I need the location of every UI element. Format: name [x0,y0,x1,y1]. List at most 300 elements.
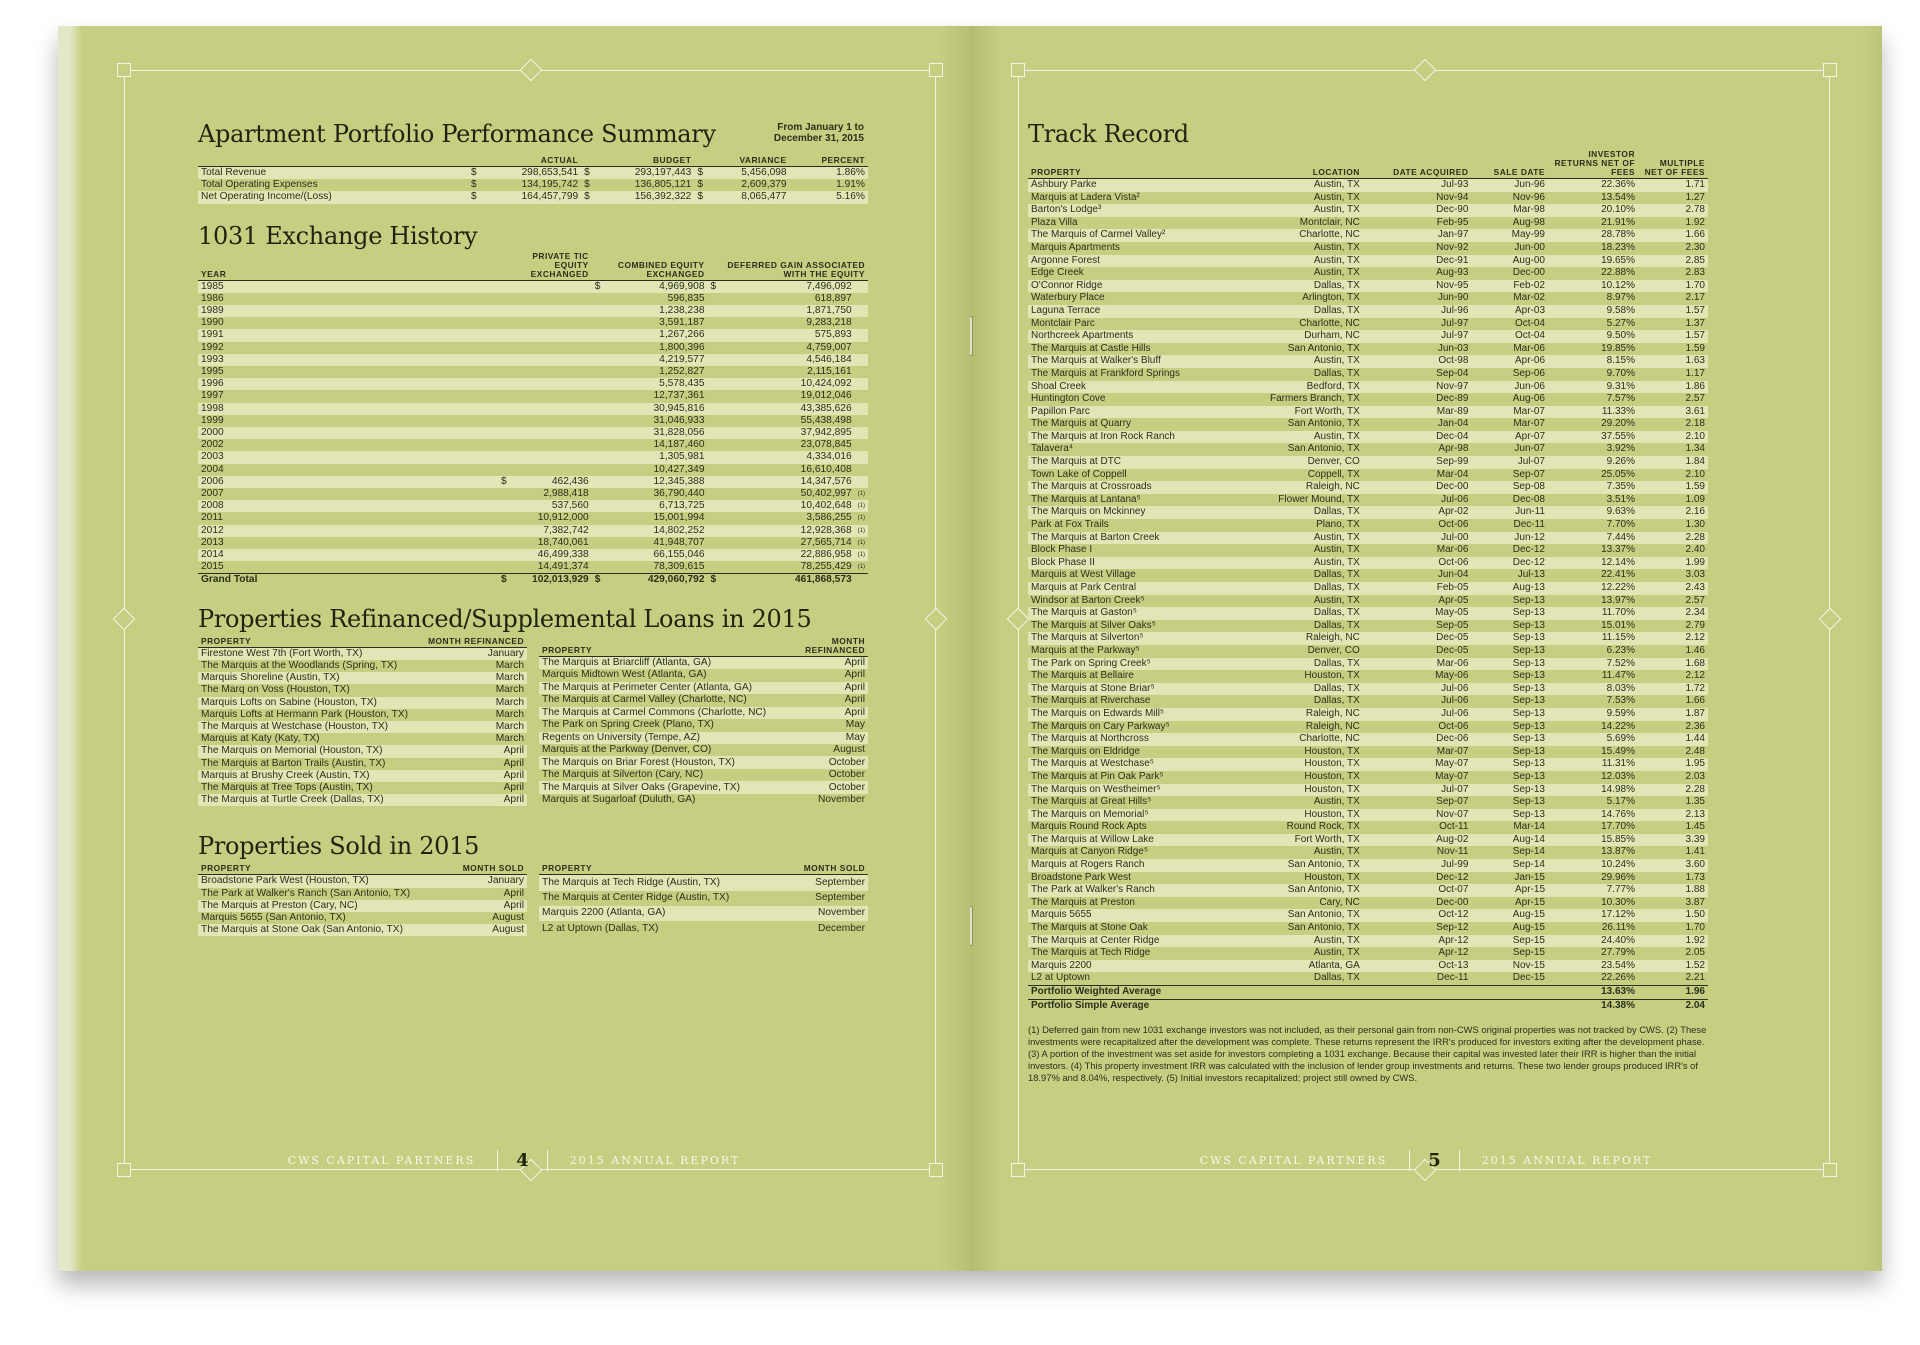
table-cell: Sep-15 [1471,935,1548,948]
sold-table-2 [539,864,868,936]
table-row [1028,582,1708,595]
table-cell: 10.30% [1601,896,1635,908]
table-row [1028,229,1708,242]
table-cell: 3.61 [1638,406,1708,419]
table-cell: March [495,708,524,720]
table-cell: Mar-06 [1436,544,1469,556]
table-cell: Sep-13 [1512,695,1545,707]
table-cell: 2011 [201,512,223,524]
table-cell [498,293,512,305]
table-cell: L2 at Uptown (Dallas, TX) [542,922,659,934]
table-cell: Charlotte, NC [1235,733,1363,746]
table-cell [498,525,512,537]
table-row [198,415,868,427]
table-cell [708,476,722,488]
table-cell: Jun-12 [1471,532,1548,545]
table-row [198,500,868,512]
table-cell: Sep-13 [1471,758,1548,771]
table-cell [855,354,868,366]
table-cell [512,317,592,329]
table-cell: 9.70% [1606,367,1635,379]
table-cell: 7.35% [1548,481,1638,494]
table-cell: Jan-97 [1363,229,1472,242]
table-cell [498,305,512,317]
table-cell: Regents on University (Tempe, AZ) [539,732,769,744]
table-cell: 3.51% [1606,493,1635,505]
table-cell: Round Rock, TX [1286,821,1360,833]
table-cell [708,390,722,402]
table-cell: Jul-07 [1471,456,1548,469]
col-header: MULTIPLE NET OF FEES [1638,150,1708,179]
table-cell: 23.54% [1548,960,1638,973]
table-cell: Dallas, TX [1235,280,1363,293]
table-cell: Marquis at Rogers Ranch [1028,859,1235,872]
table-cell [512,451,592,463]
table-cell: Charlotte, NC [1235,229,1363,242]
table-cell: 1.92 [1685,216,1705,228]
table-cell: Arlington, TX [1302,292,1360,304]
table-cell: 7.44% [1548,532,1638,545]
table-cell: The Marquis on Mckinney [1028,506,1235,519]
table-row [1028,733,1708,746]
table-cell: Sep-13 [1512,594,1545,606]
table-cell: The Marquis on Cary Parkway⁵ [1031,720,1170,732]
table-cell: Austin, TX [1235,179,1363,192]
table-cell: (1) [857,564,865,571]
table-cell [592,464,606,476]
table-cell [708,464,722,476]
table-cell: 2.83 [1685,267,1705,279]
average-row [1028,999,1708,1012]
table-cell: Nov-94 [1436,191,1469,203]
table-row [1028,859,1708,872]
table-cell: April [503,887,524,899]
table-cell: 1.59 [1685,342,1705,354]
table-row [1028,746,1708,759]
table-cell: The Marquis at Stone Briar⁵ [1028,683,1235,696]
table-row [1028,771,1708,784]
list-row [198,770,527,782]
table-cell [498,561,512,574]
table-cell: Dallas, TX [1313,972,1360,984]
table-cell: March [495,659,524,671]
table-row [1028,393,1708,406]
table-cell: The Marquis at the Woodlands (Spring, TX) [201,659,398,671]
table-cell: Austin, TX [1235,255,1363,268]
table-cell [498,354,512,366]
table-cell: Dallas, TX [1235,658,1363,671]
table-cell [708,439,722,451]
table-cell: 21.91% [1601,216,1635,228]
table-row [1028,481,1708,494]
table-cell: Plaza Villa [1031,216,1078,228]
table-cell: 1.57 [1638,305,1708,318]
table-cell: The Marquis at Center Ridge (Austin, TX) [542,892,730,904]
col-header: PROPERTY [198,864,449,875]
list-row [198,900,527,912]
table-row [1028,506,1708,519]
table-cell [498,378,512,390]
table-cell: $ [468,191,482,203]
table-cell: The Marquis at Crossroads [1028,481,1235,494]
table-cell: 4,334,016 [722,451,855,463]
table-cell: 66,155,046 [606,549,708,561]
table-cell: 2003 [198,451,498,463]
table-cell: Austin, TX [1313,241,1360,253]
list-row [539,744,868,756]
table-cell: April [421,794,527,806]
table-cell: 5.17% [1606,796,1635,808]
table-row [1028,343,1708,356]
table-row [1028,884,1708,897]
table-cell [512,354,592,366]
table-cell: 461,868,573 [722,574,855,587]
table-row [1028,632,1708,645]
table-cell [708,415,722,427]
page-5 [970,26,1882,1271]
table-cell: The Marquis at Gaston⁵ [1028,607,1235,620]
table-cell: Aug-00 [1471,255,1548,268]
track-record-table [1028,150,1708,1012]
table-cell: Sep-13 [1512,796,1545,808]
table-cell: 12.03% [1601,770,1635,782]
table-cell: 2,988,418 [543,488,589,500]
table-cell: Denver, CO [1307,644,1360,656]
table-cell [855,439,868,451]
table-cell: Firestone West 7th (Fort Worth, TX) [198,647,421,660]
table-cell: Montclair Parc [1031,317,1095,329]
table-cell [708,525,722,537]
list-row [198,684,527,696]
table-cell: Sep-13 [1512,670,1545,682]
table-cell: Feb-95 [1436,216,1469,228]
table-row [198,403,868,415]
table-cell: Oct-98 [1363,355,1472,368]
table-cell: 22.36% [1548,179,1638,192]
table-row [1028,280,1708,293]
table-cell: Sep-13 [1471,683,1548,696]
table-cell: Sep-13 [1512,619,1545,631]
table-cell: March [421,721,527,733]
table-cell: April [769,656,868,669]
table-cell: 1.91% [836,179,865,191]
table-cell [708,488,722,500]
table-cell: 7.77% [1548,884,1638,897]
table-cell [592,549,606,561]
table-cell: 3.87 [1685,896,1705,908]
table-cell: 12,737,361 [653,390,705,402]
table-cell: The Marquis at Westchase⁵ [1028,758,1235,771]
col-header [198,156,468,167]
table-cell: The Marquis at Tree Tops (Austin, TX) [201,781,373,793]
table-cell: Austin, TX [1235,557,1363,570]
table-cell: Oct-04 [1514,317,1545,329]
table-cell: 7.70% [1606,519,1635,531]
table-cell: 11.31% [1548,758,1638,771]
table-cell: 2.28 [1638,784,1708,797]
table-cell: Sep-13 [1471,733,1548,746]
table-cell: 3.60 [1638,859,1708,872]
table-cell: Oct-13 [1363,960,1472,973]
table-cell: Houston, TX [1304,670,1360,682]
table-cell: 1989 [198,305,498,317]
col-header: MONTH SOLD [449,864,527,875]
table-cell: Jun-00 [1514,241,1545,253]
performance-summary-title: Apartment Portfolio Performance Summary [198,120,716,148]
table-cell: 1.66 [1638,229,1708,242]
table-cell: 14.76% [1548,809,1638,822]
table-cell: The Marquis at Barton Creek [1028,532,1235,545]
table-cell: 1.45 [1685,821,1705,833]
table-row [1028,292,1708,305]
table-cell: April [844,669,865,681]
table-cell: Marquis Shoreline (Austin, TX) [198,672,421,684]
table-cell: April [503,757,524,769]
table-cell: December [818,922,865,934]
table-cell: Marquis 5655 [1028,909,1235,922]
table-cell: Austin, TX [1235,431,1363,444]
table-cell: 2.12 [1638,632,1708,645]
col-header: INVESTOR RETURNS NET OF FEES [1548,150,1638,179]
list-row [539,906,868,921]
table-cell: Aug-06 [1512,393,1545,405]
table-cell: Dec-00 [1512,267,1545,279]
table-cell: Portfolio Simple Average [1028,999,1548,1012]
table-cell: O'Connor Ridge [1028,280,1235,293]
table-cell: 10,912,000 [537,512,589,524]
table-cell: 1990 [201,317,224,329]
table-cell [855,415,868,427]
table-cell: San Antonio, TX [1235,884,1363,897]
table-cell [498,342,512,354]
table-cell [592,415,606,427]
table-row [1028,406,1708,419]
table-cell: 22,886,958 [722,549,855,561]
table-cell: The Park at Walker's Ranch [1028,884,1235,897]
table-cell: Jul-97 [1441,317,1469,329]
table-cell: Apr-12 [1438,947,1469,959]
table-cell: 17.12% [1548,909,1638,922]
table-cell: The Marquis at Northcross [1028,733,1235,746]
table-cell: 13.97% [1601,594,1635,606]
table-cell: April [421,745,527,757]
table-cell: Sep-07 [1436,796,1469,808]
table-cell: 4,546,184 [722,354,855,366]
table-cell: The Marquis at Castle Hills [1031,342,1151,354]
table-cell [498,537,512,549]
performance-summary-table [198,156,868,204]
table-row [1028,872,1708,885]
table-row [1028,255,1708,268]
page-4 [58,26,970,1271]
refinanced-table-2 [539,637,868,807]
sold-title: Properties Sold in 2015 [198,832,480,861]
table-cell: Jun-11 [1471,506,1548,519]
table-cell: 5,578,435 [606,378,708,390]
page-footer [970,1150,1882,1171]
table-cell: May-06 [1435,670,1469,682]
table-row [198,488,868,500]
table-cell: Austin, TX [1235,204,1363,217]
table-cell: Dec-15 [1512,972,1545,984]
table-cell: The Marquis at Center Ridge [1028,935,1235,948]
table-row [1028,645,1708,658]
table-cell: 5.69% [1548,733,1638,746]
table-cell: 12.14% [1548,557,1638,570]
table-cell [855,293,868,305]
table-cell: May-05 [1363,607,1472,620]
table-row [1028,456,1708,469]
table-cell: 17.70% [1601,821,1635,833]
table-cell: Mar-98 [1471,204,1548,217]
table-cell [708,366,722,378]
table-cell: 293,197,443 [595,167,694,180]
table-cell [855,305,868,317]
list-row [198,709,527,721]
table-cell: April [844,694,865,706]
table-cell [855,427,868,439]
table-cell: Jul-13 [1517,569,1545,581]
table-cell: 1.99 [1638,557,1708,570]
table-cell: 2.79 [1685,619,1705,631]
table-row [1028,972,1708,985]
table-cell: 8.97% [1606,292,1635,304]
table-cell: 8.03% [1548,683,1638,696]
table-cell: 2.21 [1685,972,1705,984]
exchange-history-title: 1031 Exchange History [198,221,478,250]
table-row [1028,469,1708,482]
table-row [198,476,868,488]
table-cell [708,512,722,524]
table-cell: $ [471,179,477,191]
table-row [1028,242,1708,255]
table-cell: Apr-07 [1471,431,1548,444]
table-cell: 298,653,541 [482,167,581,180]
table-cell [855,574,868,587]
list-row [198,697,527,709]
table-cell: The Marquis at Tech Ridge (Austin, TX) [539,875,783,891]
table-cell: 1.95 [1638,758,1708,771]
table-cell: 50,402,997 [800,488,852,500]
table-cell: Dallas, TX [1313,569,1360,581]
table-cell [855,378,868,390]
table-cell: The Marquis at Silver Oaks⁵ [1031,619,1156,631]
table-cell: 22.41% [1601,569,1635,581]
table-cell: $ [708,574,722,587]
table-cell: Marquis at the Parkway (Denver, CO) [542,744,712,756]
table-cell: October [769,756,868,768]
table-row [198,439,868,451]
table-cell: The Marquis of Carmel Valley² [1028,229,1235,242]
table-cell: Houston, TX [1304,871,1360,883]
table-cell: 2.12 [1685,670,1705,682]
table-cell: Sep-13 [1471,607,1548,620]
table-cell: Oct-06 [1438,720,1469,732]
table-cell: 2.40 [1685,544,1705,556]
table-cell: 2.57 [1685,393,1705,405]
table-cell: 1998 [198,403,498,415]
table-cell: 37.55% [1548,431,1638,444]
table-cell [498,366,512,378]
col-header: MONTH REFINANCED [769,637,868,657]
table-cell [592,512,606,524]
table-cell: San Antonio, TX [1235,859,1363,872]
table-row [1028,217,1708,230]
table-row [198,317,868,329]
table-cell: Marquis at Canyon Ridge⁵ [1031,846,1148,858]
table-cell: Broadstone Park West [1031,871,1131,883]
table-row [1028,658,1708,671]
exchange-history-table [198,252,868,587]
table-row [1028,557,1708,570]
table-cell: Sep-08 [1471,481,1548,494]
table-cell: (1) [855,549,868,561]
table-cell: May-99 [1471,229,1548,242]
table-row [198,549,868,561]
table-cell: Marquis at the Parkway⁵ [1031,644,1140,656]
table-cell: San Antonio, TX [1287,342,1360,354]
table-cell: 31,828,056 [606,427,708,439]
table-cell: 28.78% [1548,229,1638,242]
table-cell: 2.16 [1638,506,1708,519]
table-cell: The Marquis at Perimeter Center (Atlanta, GA) [539,682,769,694]
table-cell: 1.66 [1685,695,1705,707]
table-cell: Austin, TX [1235,532,1363,545]
table-cell: Total Operating Expenses [201,179,318,191]
table-cell [708,500,722,512]
table-cell [498,464,512,476]
table-cell: The Marquis at Barton Trails (Austin, TX) [201,757,386,769]
table-cell: 1,238,238 [606,305,708,317]
table-cell: Jul-06 [1363,708,1472,721]
table-cell: March [495,733,524,745]
table-cell: Dec-06 [1363,733,1472,746]
table-cell: $ [498,476,512,488]
table-cell [855,342,868,354]
table-cell [592,427,606,439]
refinanced-section [198,605,868,807]
table-cell [708,378,722,390]
table-row [1028,796,1708,809]
table-cell: 12,345,388 [606,476,708,488]
table-cell: 1996 [198,378,498,390]
table-cell [498,415,512,427]
table-cell: 11.33% [1548,406,1638,419]
table-cell: 1.84 [1638,456,1708,469]
table-cell: Plano, TX [1316,519,1360,531]
table-cell: Apr-15 [1514,896,1545,908]
table-row [1028,960,1708,973]
staple [970,316,973,356]
table-cell: 46,499,338 [512,549,592,561]
table-cell: Sep-07 [1512,468,1545,480]
table-cell: 11.70% [1548,607,1638,620]
table-cell: 43,385,626 [722,403,855,415]
table-cell: 2.18 [1685,418,1705,430]
table-cell: The Marquis on Memorial (Houston, TX) [198,745,421,757]
list-row [539,682,868,694]
table-cell: Jul-93 [1363,179,1472,192]
table-cell: Jun-07 [1514,443,1545,455]
table-cell: The Marquis at Pin Oak Park⁵ [1031,770,1164,782]
table-cell: 1.30 [1685,519,1705,531]
list-row [539,756,868,768]
table-cell: Mar-04 [1436,468,1469,480]
table-row [1028,532,1708,545]
page-number: 5 [1409,1150,1460,1171]
table-cell [512,415,592,427]
col-header: PERCENT [790,156,868,167]
